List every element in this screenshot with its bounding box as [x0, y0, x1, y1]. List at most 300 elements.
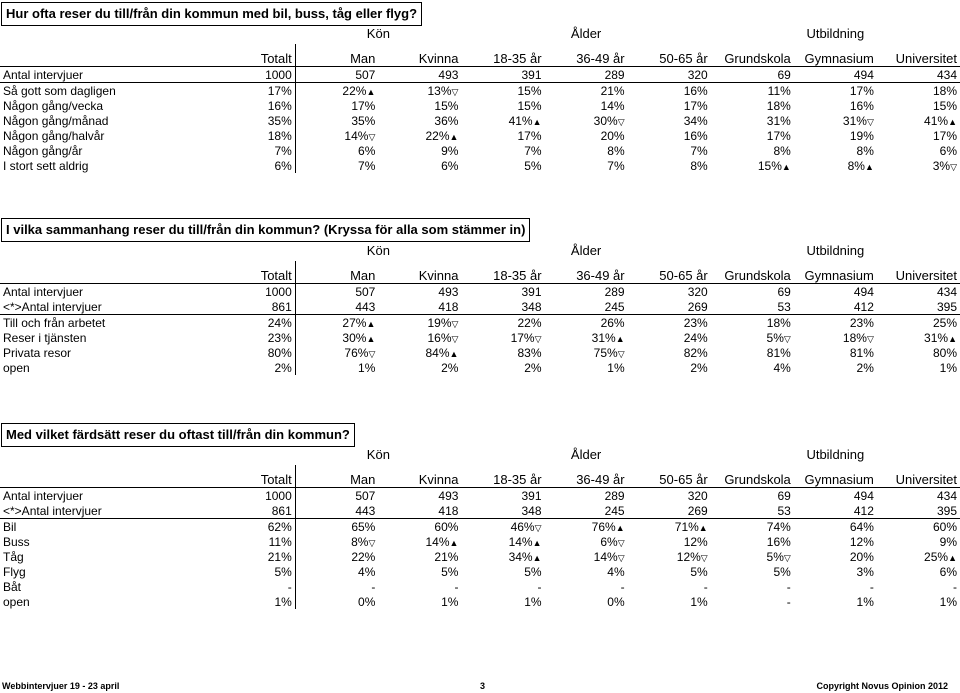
column-header: Gymnasium — [794, 44, 877, 67]
value-cell — [295, 534, 378, 549]
value-cell — [212, 143, 295, 158]
table-row — [0, 579, 960, 594]
cell-value: 2% — [856, 360, 874, 375]
value-cell — [378, 299, 461, 315]
column-header: Grundskola — [711, 44, 794, 67]
cell-value: 8% — [856, 143, 874, 158]
value-cell — [212, 330, 295, 345]
value-cell — [378, 488, 461, 504]
value-cell — [628, 128, 711, 143]
significant-higher-value: 8% ▲ — [848, 159, 874, 173]
value-cell — [461, 564, 544, 579]
value-cell — [628, 299, 711, 315]
group-header: Kön — [366, 25, 390, 41]
cell-value: 507 — [355, 67, 376, 82]
cell-value: 434 — [936, 67, 957, 82]
value-cell — [461, 594, 544, 609]
table-row — [0, 284, 960, 300]
cell-value: 494 — [853, 67, 874, 82]
group-header: Kön — [366, 242, 390, 258]
column-header-row — [0, 44, 960, 67]
cell-value: 8% — [690, 158, 708, 173]
value-cell — [794, 594, 877, 609]
cell-value: 0% — [358, 594, 376, 609]
cell-value: 320 — [687, 284, 708, 299]
cell-value: 4% — [773, 360, 791, 375]
cell-value: 493 — [438, 488, 459, 503]
value-cell — [877, 128, 960, 143]
value-cell — [794, 330, 877, 345]
value-cell — [877, 330, 960, 345]
significant-higher-value: 76% ▲ — [592, 520, 625, 534]
cell-value: 395 — [936, 299, 957, 314]
value-cell — [711, 83, 794, 99]
value-cell — [295, 67, 378, 83]
cell-value: - — [287, 579, 292, 594]
value-cell — [295, 564, 378, 579]
table-row — [0, 534, 960, 549]
value-cell — [877, 519, 960, 535]
value-cell — [628, 315, 711, 331]
value-cell — [545, 128, 628, 143]
value-cell — [545, 519, 628, 535]
cell-value: 418 — [438, 503, 459, 518]
column-header: Kvinna — [378, 465, 461, 488]
value-cell — [378, 360, 461, 375]
significant-higher-value: 25% ▲ — [924, 550, 957, 564]
value-cell — [794, 67, 877, 83]
value-cell — [378, 579, 461, 594]
significant-lower-value: 13% ▽ — [428, 84, 459, 98]
value-cell — [711, 534, 794, 549]
value-cell — [461, 113, 544, 128]
value-cell — [877, 299, 960, 315]
value-cell — [461, 83, 544, 99]
cell-value: - — [454, 579, 459, 594]
value-cell — [212, 549, 295, 564]
cell-value: 5% — [441, 564, 459, 579]
table-row — [0, 128, 960, 143]
value-cell — [877, 143, 960, 158]
value-cell — [378, 83, 461, 99]
cell-value: 24% — [683, 330, 708, 345]
cell-value: 443 — [355, 299, 376, 314]
table-row — [0, 564, 960, 579]
cell-value: 2% — [524, 360, 542, 375]
column-header: Kvinna — [378, 261, 461, 284]
value-cell — [711, 579, 794, 594]
table-row — [0, 67, 960, 83]
value-cell — [628, 549, 711, 564]
cell-value: 17% — [517, 128, 542, 143]
column-header: Man — [295, 44, 378, 67]
value-cell — [794, 299, 877, 315]
value-cell — [711, 345, 794, 360]
value-cell — [545, 284, 628, 300]
value-cell — [794, 488, 877, 504]
cell-value: 289 — [604, 488, 625, 503]
value-cell — [295, 299, 378, 315]
cell-value: 74% — [766, 519, 791, 534]
value-cell — [711, 128, 794, 143]
value-cell — [461, 143, 544, 158]
table-row — [0, 488, 960, 504]
value-cell — [545, 549, 628, 564]
cell-value: 1% — [441, 594, 459, 609]
column-header-row — [0, 261, 960, 284]
row-label: Privata resor — [3, 345, 72, 360]
value-cell — [794, 579, 877, 594]
cell-value: - — [371, 579, 376, 594]
value-cell — [711, 549, 794, 564]
cell-value: 60% — [932, 519, 957, 534]
cell-value: 69 — [777, 488, 791, 503]
column-header: 36-49 år — [545, 44, 628, 67]
significant-higher-value: 31% ▲ — [592, 331, 625, 345]
footer-page-number: 3 — [480, 681, 486, 691]
cell-value: 7% — [274, 143, 292, 158]
value-cell — [877, 579, 960, 594]
footer-fieldwork: Webbintervjuer 19 - 23 april — [2, 681, 120, 691]
group-header: Ålder — [570, 446, 602, 462]
value-cell — [628, 284, 711, 300]
value-cell — [545, 158, 628, 173]
question-title: Hur ofta reser du till/från din kommun med bil, buss, tåg eller flyg? — [1, 2, 422, 26]
group-header: Utbildning — [806, 242, 865, 258]
value-cell — [628, 594, 711, 609]
cell-value: 15% — [434, 98, 459, 113]
cell-value: 16% — [849, 98, 874, 113]
value-cell — [794, 158, 877, 173]
value-cell — [212, 98, 295, 113]
cell-value: 494 — [853, 284, 874, 299]
value-cell — [545, 98, 628, 113]
table-row — [0, 345, 960, 360]
value-cell — [378, 534, 461, 549]
value-cell — [628, 113, 711, 128]
cell-value: 861 — [271, 503, 292, 518]
significant-lower-value: 16% ▽ — [428, 331, 459, 345]
value-cell — [545, 503, 628, 519]
cell-value: 22% — [351, 549, 376, 564]
value-cell — [212, 564, 295, 579]
cell-value: 17% — [683, 98, 708, 113]
value-cell — [877, 284, 960, 300]
value-cell — [545, 488, 628, 504]
value-cell — [212, 83, 295, 99]
cell-value: 23% — [267, 330, 292, 345]
value-cell — [877, 67, 960, 83]
value-cell — [794, 98, 877, 113]
table-row — [0, 330, 960, 345]
cell-value: 412 — [853, 503, 874, 518]
value-cell — [545, 330, 628, 345]
value-cell — [378, 345, 461, 360]
column-header: Gymnasium — [794, 261, 877, 284]
significant-lower-value: 12% ▽ — [677, 550, 708, 564]
value-cell — [212, 488, 295, 504]
value-cell — [461, 330, 544, 345]
cell-value: 17% — [766, 128, 791, 143]
value-cell — [711, 503, 794, 519]
cell-value: 434 — [936, 488, 957, 503]
cell-value: 24% — [267, 315, 292, 330]
column-header: 50-65 år — [628, 44, 711, 67]
row-label: open — [3, 360, 30, 375]
table-row — [0, 143, 960, 158]
group-header-row — [0, 22, 960, 44]
column-header: Man — [295, 261, 378, 284]
row-label: Någon gång/år — [3, 143, 83, 158]
cell-value: - — [869, 579, 874, 594]
cell-value: 23% — [849, 315, 874, 330]
row-label: Någon gång/månad — [3, 113, 109, 128]
cell-value: 7% — [524, 143, 542, 158]
value-cell — [545, 579, 628, 594]
value-cell — [212, 299, 295, 315]
cell-value: 269 — [687, 299, 708, 314]
crosstab-table — [0, 22, 960, 173]
value-cell — [378, 519, 461, 535]
value-cell — [461, 158, 544, 173]
value-cell — [711, 284, 794, 300]
value-cell — [628, 330, 711, 345]
row-label: <*>Antal intervjuer — [0, 503, 212, 519]
column-header-row — [0, 465, 960, 488]
value-cell — [295, 143, 378, 158]
cell-value: 65% — [351, 519, 376, 534]
value-cell — [628, 360, 711, 375]
cell-value: 320 — [687, 488, 708, 503]
cell-value: 493 — [438, 67, 459, 82]
value-cell — [545, 534, 628, 549]
cell-value: 507 — [355, 488, 376, 503]
value-cell — [461, 67, 544, 83]
column-header: Universitet — [877, 261, 960, 284]
value-cell — [628, 158, 711, 173]
value-cell — [378, 284, 461, 300]
value-cell — [794, 143, 877, 158]
group-header: Utbildning — [806, 25, 865, 41]
cell-value: 17% — [932, 128, 957, 143]
cell-value: 391 — [521, 488, 542, 503]
cell-value: 21% — [267, 549, 292, 564]
value-cell — [461, 360, 544, 375]
cell-value: 412 — [853, 299, 874, 314]
value-cell — [461, 315, 544, 331]
cell-value: 20% — [849, 549, 874, 564]
column-header: Gymnasium — [794, 465, 877, 488]
value-cell — [378, 143, 461, 158]
value-cell — [628, 143, 711, 158]
cell-value: 2% — [690, 360, 708, 375]
column-header: Totalt — [212, 465, 295, 488]
significant-higher-value: 27% ▲ — [342, 316, 375, 330]
value-cell — [461, 345, 544, 360]
cell-value: 1% — [939, 360, 957, 375]
value-cell — [877, 113, 960, 128]
cell-value: 34% — [683, 113, 708, 128]
cell-value: 4% — [358, 564, 376, 579]
cell-value: - — [786, 594, 791, 609]
row-label: Till och från arbetet — [3, 315, 106, 330]
cell-value: 20% — [600, 128, 625, 143]
value-cell — [295, 158, 378, 173]
row-label: Så gott som dagligen — [3, 83, 116, 98]
cell-value: 18% — [932, 83, 957, 98]
value-cell — [711, 143, 794, 158]
cell-value: - — [620, 579, 625, 594]
table-row — [0, 98, 960, 113]
cell-value: 81% — [766, 345, 791, 360]
value-cell — [545, 113, 628, 128]
column-header: Universitet — [877, 465, 960, 488]
table-row — [0, 299, 960, 315]
column-header: Universitet — [877, 44, 960, 67]
row-label: Någon gång/halvår — [3, 128, 105, 143]
significant-higher-value: 34% ▲ — [509, 550, 542, 564]
value-cell — [877, 360, 960, 375]
cell-value: 5% — [524, 564, 542, 579]
value-cell — [295, 360, 378, 375]
value-cell — [711, 113, 794, 128]
significant-lower-value: 14% ▽ — [344, 129, 375, 143]
row-label: Reser i tjänsten — [3, 330, 87, 345]
cell-value: 861 — [271, 299, 292, 314]
value-cell — [461, 534, 544, 549]
value-cell — [545, 315, 628, 331]
row-label: Antal intervjuer — [0, 67, 212, 83]
value-cell — [711, 67, 794, 83]
cell-value: 83% — [517, 345, 542, 360]
cell-value: 6% — [939, 143, 957, 158]
cell-value: 7% — [690, 143, 708, 158]
value-cell — [461, 503, 544, 519]
cell-value: 391 — [521, 67, 542, 82]
value-cell — [295, 345, 378, 360]
cell-value: 1% — [690, 594, 708, 609]
cell-value: 11% — [268, 534, 292, 549]
cell-value: 1% — [607, 360, 625, 375]
cell-value: 64% — [849, 519, 874, 534]
value-cell — [877, 315, 960, 331]
value-cell — [628, 519, 711, 535]
row-label: Någon gång/vecka — [3, 98, 104, 113]
cell-value: 418 — [438, 299, 459, 314]
value-cell — [378, 128, 461, 143]
significant-lower-value: 8% ▽ — [351, 535, 375, 549]
value-cell — [212, 503, 295, 519]
cell-value: 1000 — [265, 488, 292, 503]
cell-value: 7% — [358, 158, 376, 173]
row-label: Antal intervjuer — [3, 284, 84, 299]
significant-lower-value: 76% ▽ — [344, 346, 375, 360]
value-cell — [711, 330, 794, 345]
value-cell — [295, 579, 378, 594]
value-cell — [628, 534, 711, 549]
cell-value: 15% — [517, 83, 542, 98]
table-row — [0, 158, 960, 173]
value-cell — [628, 488, 711, 504]
value-cell — [461, 488, 544, 504]
cell-value: 60% — [434, 519, 459, 534]
value-cell — [295, 98, 378, 113]
cell-value: 8% — [773, 143, 791, 158]
cell-value: 12% — [849, 534, 874, 549]
row-label: Buss — [3, 534, 30, 549]
value-cell — [794, 549, 877, 564]
significant-higher-value: 14% ▲ — [509, 535, 542, 549]
column-header: Grundskola — [711, 261, 794, 284]
value-cell — [628, 98, 711, 113]
cell-value: 53 — [777, 299, 791, 314]
cell-value: 9% — [441, 143, 459, 158]
value-cell — [212, 128, 295, 143]
cell-value: 23% — [683, 315, 708, 330]
cell-value: 14% — [600, 98, 625, 113]
group-header-row — [0, 443, 960, 465]
significant-lower-value: 18% ▽ — [843, 331, 874, 345]
cell-value: 17% — [351, 98, 376, 113]
value-cell — [711, 98, 794, 113]
value-cell — [794, 345, 877, 360]
cell-value: 1% — [939, 594, 957, 609]
value-cell — [212, 113, 295, 128]
cell-value: 80% — [932, 345, 957, 360]
significant-lower-value: 5% ▽ — [767, 331, 791, 345]
value-cell — [378, 67, 461, 83]
value-cell — [295, 284, 378, 300]
crosstab-table — [0, 239, 960, 375]
footer-copyright: Copyright Novus Opinion 2012 — [816, 681, 948, 691]
cell-value: 18% — [267, 128, 292, 143]
cell-value: 6% — [939, 564, 957, 579]
table-row — [0, 519, 960, 535]
value-cell — [877, 549, 960, 564]
value-cell — [794, 113, 877, 128]
cell-value: 0% — [607, 594, 625, 609]
value-cell — [461, 549, 544, 564]
cell-value: - — [703, 579, 708, 594]
row-label: I stort sett aldrig — [3, 158, 89, 173]
cell-value: 5% — [524, 158, 542, 173]
cell-value: 1000 — [265, 67, 292, 82]
value-cell — [711, 315, 794, 331]
value-cell — [628, 345, 711, 360]
value-cell — [545, 67, 628, 83]
value-cell — [794, 519, 877, 535]
value-cell — [711, 158, 794, 173]
significant-lower-value: 17% ▽ — [511, 331, 542, 345]
cell-value: 36% — [434, 113, 459, 128]
cell-value: 320 — [687, 67, 708, 82]
cell-value: 1000 — [265, 284, 292, 299]
row-label: Båt — [3, 579, 22, 594]
value-cell — [295, 83, 378, 99]
value-cell — [378, 564, 461, 579]
value-cell — [545, 360, 628, 375]
value-cell — [711, 564, 794, 579]
column-header: Grundskola — [711, 465, 794, 488]
significant-lower-value: 75% ▽ — [594, 346, 625, 360]
value-cell — [628, 503, 711, 519]
column-header: 18-35 år — [461, 465, 544, 488]
value-cell — [877, 503, 960, 519]
value-cell — [212, 67, 295, 83]
value-cell — [461, 284, 544, 300]
value-cell — [378, 158, 461, 173]
row-label: Tåg — [3, 549, 24, 564]
